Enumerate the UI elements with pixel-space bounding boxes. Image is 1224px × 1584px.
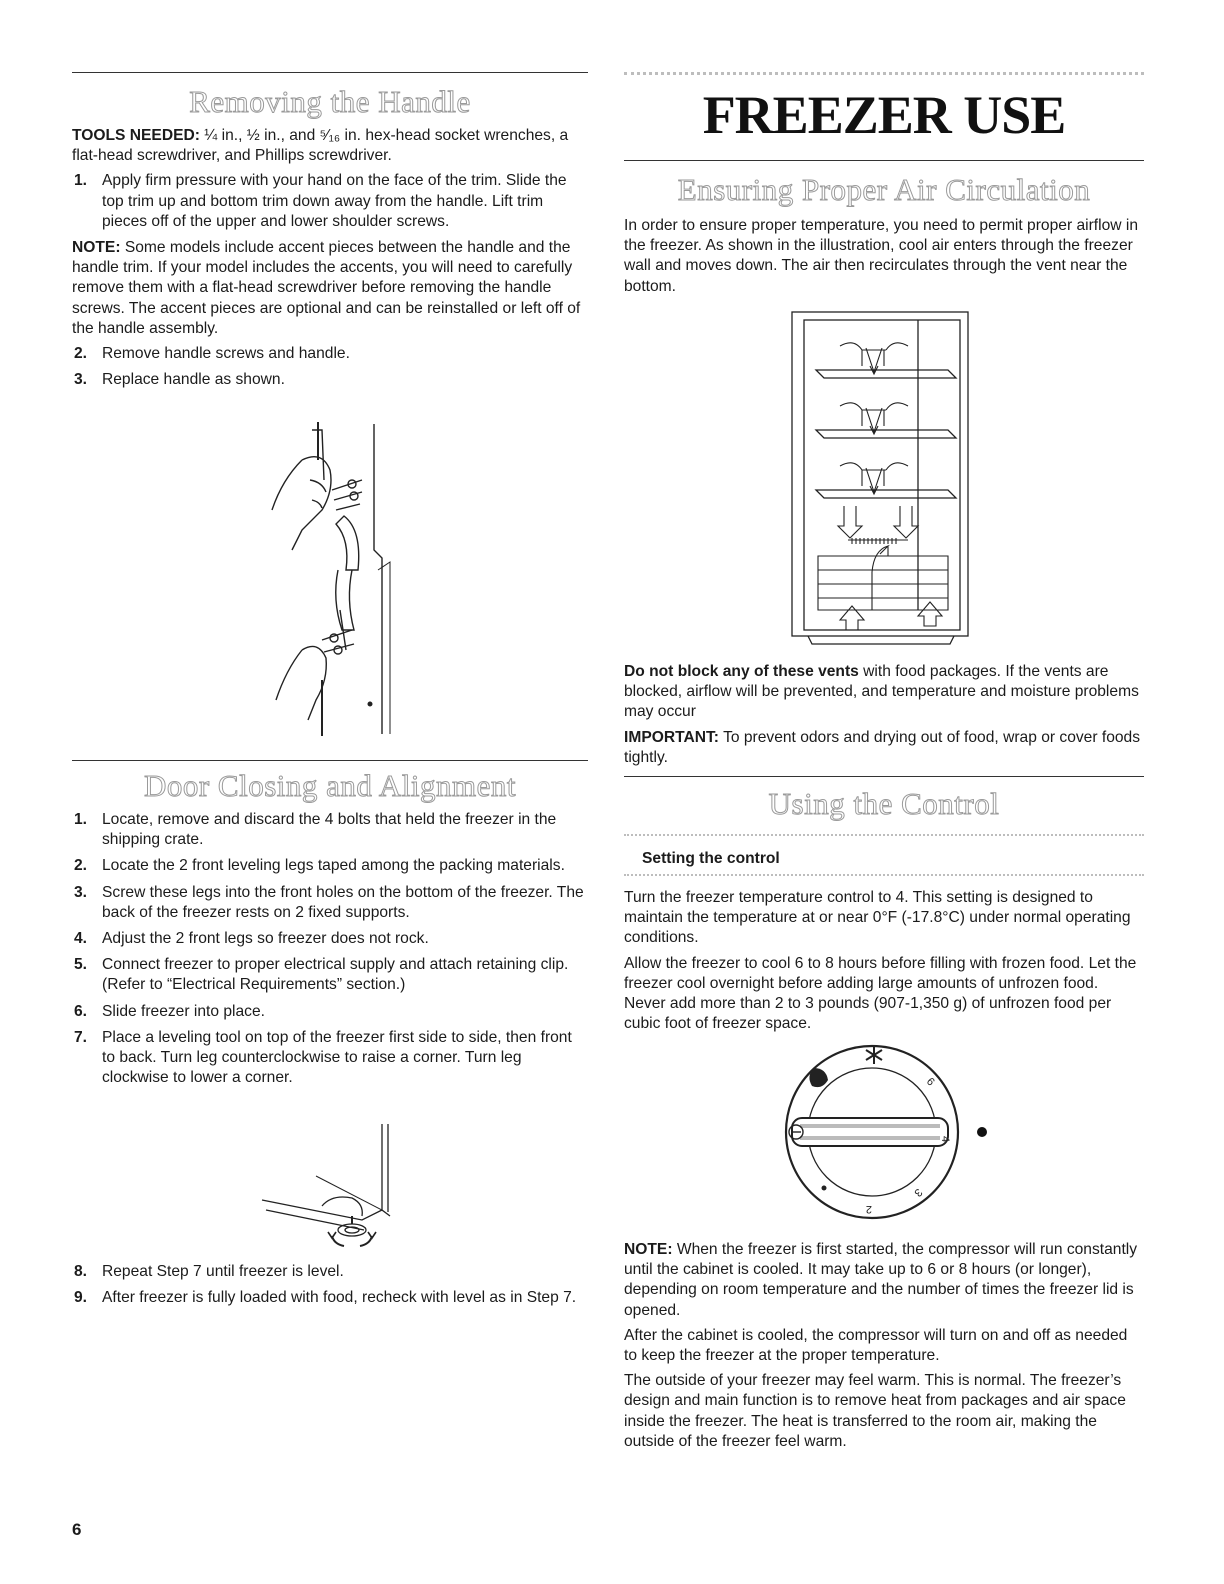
note-text: Some models include accent pieces between the handle and the handle trim. If your model includes the accents, you will need to carefully remove them with a flat-head screwdriver before removing the handle screws. The accent pieces are optional and can be reinstalled or left off of the handle assembly. (72, 239, 581, 337)
air-warnings (624, 662, 1144, 773)
control-p4: The outside of your freezer may feel warm. This is normal. The freezer’s design and main function is to remove heat from packages and air space inside the freezer. The heat is transferred to the room air, making the outside of the freezer feel warm. (624, 1372, 1126, 1450)
door-step-5: Connect freezer to proper electrical supply and attach retaining clip. (Refer to “Electrical Requirements” section.) (102, 956, 569, 994)
rule-door-section (72, 760, 588, 761)
rule-subhead-bottom (624, 874, 1144, 876)
door-step-1: Locate, remove and discard the 4 bolts that held the freezer in the shipping crate. (102, 811, 557, 849)
list-item: 2. Remove handle screws and handle. (74, 345, 350, 363)
air-intro: In order to ensure proper temperature, you need to permit proper airflow in the freezer. As shown in the illustration, cool air enters through the freezer wall and moves down. The air then recirculates through the vent near the bottom. (624, 217, 1138, 295)
rule-control-section (624, 776, 1144, 777)
control-note-label: NOTE: (624, 1241, 673, 1258)
door-steps-b (72, 1262, 588, 1308)
handle-step-1: Apply firm pressure with your hand on the face of the trim. Slide the top trim up and bottom trim down away from the handle. Lift trim pieces off of the upper and lower shoulder screws. (102, 172, 567, 230)
dial-label-6: 6 (923, 1075, 937, 1089)
control-p3: After the cabinet is cooled, the compressor will turn on and off as needed to keep the freezer at the proper temperature. (624, 1326, 1128, 1365)
list-item: 6. Slide freezer into place. (74, 1002, 265, 1020)
section-title-door-closing: Door Closing and Alignment (143, 768, 517, 803)
leveling-leg-illustration (252, 1120, 412, 1250)
list-item: 5. Connect freezer to proper electrical supply and attach retaining clip. (Refer to “Electrical Requirements” section.) (74, 956, 569, 994)
list-item: 4. Adjust the 2 front legs so freezer does not rock. (74, 930, 429, 948)
door-steps (72, 810, 588, 1088)
door-section-text-2 (72, 1262, 588, 1314)
rule-subhead-top (624, 834, 1144, 836)
list-item: 3. Screw these legs into the front holes on the bottom of the freezer. The back of the freezer rests on 2 fixed supports. (74, 883, 584, 921)
door-step-7: Place a leveling tool on top of the freezer first side to side, then front to back. Turn leg counterclockwise to raise a corner. Turn leg clockwise to lower a corner. (102, 1028, 572, 1087)
handle-steps-a (72, 171, 588, 232)
section-title-using-control: Using the Control (768, 786, 1000, 821)
important-label: IMPORTANT: (624, 728, 719, 746)
rule-air-section (624, 160, 1144, 161)
control-text-2 (624, 1240, 1144, 1457)
tools-text: ¼ in., ½ in., and ⁵⁄₁₆ in. hex-head socket wrenches, a flat-head screwdriver, and Phillips screwdriver. (72, 127, 569, 165)
door-step-3: Screw these legs into the front holes on the bottom of the freezer. The back of the freezer rests on 2 fixed supports. (102, 883, 584, 921)
indicator-dot (977, 1127, 987, 1137)
door-step-2: Locate the 2 front leveling legs taped among the packing materials. (102, 857, 565, 875)
handle-step-3: Replace handle as shown. (102, 371, 285, 389)
control-p2: Allow the freezer to cool 6 to 8 hours before filling with frozen food. Let the freezer cool overnight before adding large amounts of unfrozen food. Never add more than 2 to 3 pounds (907-1,350 g) of unfrozen food per cubic foot of freezer space. (624, 954, 1137, 1033)
control-note-text: When the freezer is first started, the compressor will run constantly until the cabinet is cooled. It may take up to 6 or 8 hours (or longer), depending on room temperature and the number of times the freezer lid is opened. (624, 1241, 1138, 1319)
list-item: 9. After freezer is fully loaded with food, recheck with level as in Step 7. (74, 1289, 577, 1307)
tools-label: TOOLS NEEDED: (72, 127, 200, 144)
list-item: 1. Locate, remove and discard the 4 bolts that held the freezer in the shipping crate. (74, 811, 557, 849)
control-p1: Turn the freezer temperature control to 4. This setting is designed to maintain the temperature at or near 0°F (-17.8°C) under normal operating conditions. (624, 889, 1131, 947)
door-step-9: After freezer is fully loaded with food, recheck with level as in Step 7. (102, 1289, 577, 1307)
control-text-1 (624, 888, 1144, 1039)
freezer-airflow-illustration (788, 310, 974, 650)
handle-section-text (72, 126, 588, 396)
door-step-4: Adjust the 2 front legs so freezer does not rock. (102, 930, 429, 948)
door-step-6: Slide freezer into place. (102, 1002, 265, 1020)
warn-bold: Do not block any of these vents (624, 663, 859, 680)
important-text: To prevent odors and drying out of food, wrap or cover foods tightly. (624, 728, 1141, 766)
page-number: 6 (72, 1520, 82, 1539)
temperature-control-dial (778, 1040, 1008, 1230)
warm-setting-icon (809, 1068, 828, 1087)
dial-label-2: 2 (865, 1203, 872, 1215)
top-rule-right (624, 72, 1144, 75)
handle-steps-b (72, 344, 588, 390)
subhead-setting-control: Setting the control (642, 850, 780, 867)
snowflake-icon (866, 1046, 882, 1064)
section-title-air-circulation: Ensuring Proper Air Circulation (677, 172, 1091, 207)
handle-replacement-illustration (262, 420, 412, 740)
list-item: 7. Place a leveling tool on top of the freezer first side to side, then front to back. Turn leg counterclockwise to raise a corner. Turn leg clockwise to lower a corner. (74, 1028, 572, 1087)
door-section-text (72, 810, 588, 1094)
list-item: 8. Repeat Step 7 until freezer is level. (74, 1263, 344, 1280)
section-title-removing-handle: Removing the Handle (189, 84, 471, 119)
note-label: NOTE: (72, 239, 121, 257)
list-item: 2. Locate the 2 front leveling legs taped among the packing materials. (74, 857, 565, 875)
dial-label-4: 4 (939, 1136, 951, 1143)
page-title: FREEZER USE (702, 85, 1066, 145)
list-item: 3. Replace handle as shown. (74, 371, 285, 389)
handle-step-2: Remove handle screws and handle. (102, 345, 350, 363)
top-rule-left (72, 72, 588, 73)
door-step-8: Repeat Step 7 until freezer is level. (102, 1263, 344, 1280)
warn-text: with food packages. If the vents are blocked, airflow will be prevented, and temperature and moisture problems may occur (624, 663, 1139, 721)
list-item: 1. Apply firm pressure with your hand on the face of the trim. Slide the top trim up and bottom trim down away from the handle. Lift trim pieces off of the upper and lower shoulder screws. (74, 172, 567, 230)
dial-label-3: 3 (911, 1185, 925, 1199)
